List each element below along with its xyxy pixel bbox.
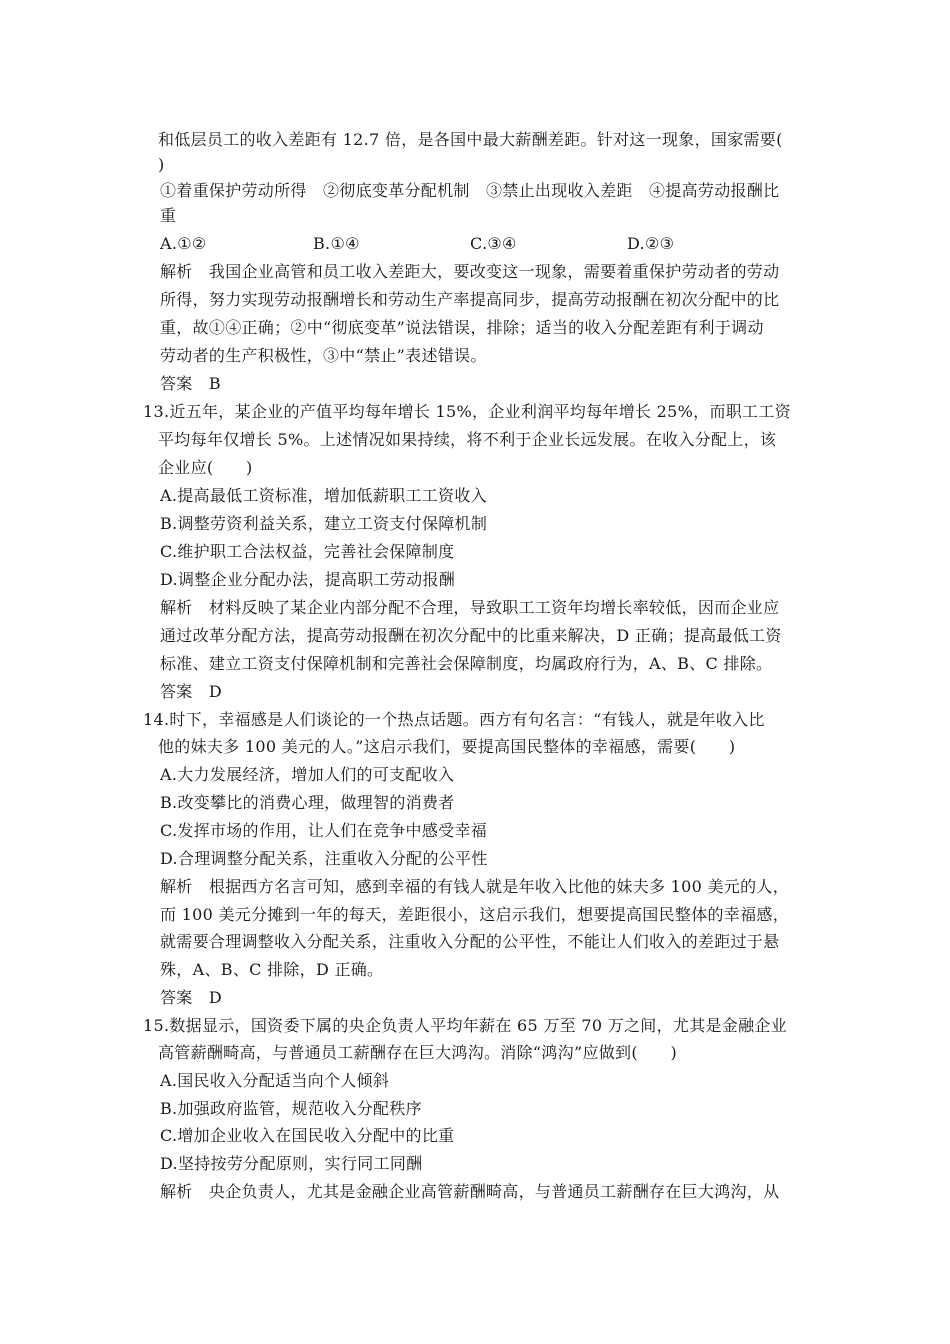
question-13-analysis-line-3: 标准、建立工资支付保障机制和完善社会保障制度，均属政府行为，A、B、C 排除。 <box>160 654 773 673</box>
question-13-stem-line-1: 13.近五年，某企业的产值平均每年增长 15%，企业利润平均每年增长 25%，而职工工资 <box>143 402 791 421</box>
question-12-statements-line-2: 重 <box>160 206 177 225</box>
question-15-stem-line-2: 高管薪酬畸高，与普通员工薪酬存在巨大鸿沟。消除“鸿沟”应做到( ) <box>158 1043 678 1062</box>
option-d: D.②③ <box>627 234 675 253</box>
option-a: A.①② <box>160 234 207 253</box>
option-c: C.③④ <box>470 234 517 253</box>
question-13-option-c: C.维护职工合法权益，完善社会保障制度 <box>160 542 455 561</box>
question-15-option-d: D.坚持按劳分配原则，实行同工同酬 <box>160 1154 423 1173</box>
question-12-stem-line-1: 和低层员工的收入差距有 12.7 倍，是各国中最大薪酬差距。针对这一现象，国家需要( <box>158 130 783 149</box>
question-13-option-d: D.调整企业分配办法，提高职工劳动报酬 <box>160 570 456 589</box>
question-12-options <box>160 234 760 254</box>
question-12-statements-line-1: ①着重保护劳动所得 ②彻底变革分配机制 ③禁止出现收入差距 ④提高劳动报酬比 <box>160 181 780 200</box>
question-14-analysis-line-4: 殊，A、B、C 排除，D 正确。 <box>160 960 384 979</box>
question-13-stem-line-2: 平均每年仅增长 5%。上述情况如果持续，将不利于企业长远发展。在收入分配上，该 <box>158 430 777 449</box>
question-15-stem-line-1: 15.数据显示，国资委下属的央企负责人平均年薪在 65 万至 70 万之间，尤其是金融企业 <box>143 1016 788 1035</box>
question-14-stem-line-2: 他的妹夫多 100 美元的人。”这启示我们，要提高国民整体的幸福感，需要( ) <box>158 737 736 756</box>
question-14-option-a: A.大力发展经济，增加人们的可支配收入 <box>160 765 455 784</box>
question-14-stem-line-1: 14.时下，幸福感是人们谈论的一个热点话题。西方有句名言：“有钱人，就是年收入比 <box>143 710 765 729</box>
question-12-stem-line-2: ) <box>158 155 165 174</box>
question-14-analysis-line-1: 解析 根据西方名言可知，感到幸福的有钱人就是年收入比他的妹夫多 100 美元的人， <box>160 877 790 896</box>
question-13-analysis-line-2: 通过改革分配方法，提高劳动报酬在初次分配中的比重来解决，D 正确；提高最低工资 <box>160 626 782 645</box>
question-12-analysis-line-3: 重，故①④正确；②中“彻底变革”说法错误，排除；适当的收入分配差距有利于调动 <box>160 318 764 337</box>
question-15-option-c: C.增加企业收入在国民收入分配中的比重 <box>160 1126 455 1145</box>
question-13-analysis-line-1: 解析 材料反映了某企业内部分配不合理，导致职工工资年均增长率较低，因而企业应 <box>160 598 780 617</box>
question-14-analysis-line-2: 而 100 美元分摊到一年的每天，差距很小，这启示我们，想要提高国民整体的幸福感， <box>160 905 790 924</box>
question-12-analysis-line-4: 劳动者的生产积极性，③中“禁止”表述错误。 <box>160 346 487 365</box>
question-13-answer: 答案 D <box>160 682 223 701</box>
question-15-option-a: A.国民收入分配适当向个人倾斜 <box>160 1071 390 1090</box>
question-13-stem-line-3: 企业应( ) <box>158 458 253 477</box>
question-13-option-b: B.调整劳资利益关系，建立工资支付保障机制 <box>160 514 488 533</box>
question-15-option-b: B.加强政府监管，规范收入分配秩序 <box>160 1099 422 1118</box>
question-14-analysis-line-3: 就需要合理调整收入分配关系，注重收入分配的公平性，不能让人们收入的差距过于悬 <box>160 932 780 951</box>
question-12-analysis-line-2: 所得，努力实现劳动报酬增长和劳动生产率提高同步，提高劳动报酬在初次分配中的比 <box>160 290 780 309</box>
question-13-option-a: A.提高最低工资标准，增加低薪职工工资收入 <box>160 486 487 505</box>
question-14-option-b: B.改变攀比的消费心理，做理智的消费者 <box>160 793 455 812</box>
question-15-analysis-line-1: 解析 央企负责人，尤其是金融企业高管薪酬畸高，与普通员工薪酬存在巨大鸿沟，从 <box>160 1182 780 1201</box>
question-14-option-c: C.发挥市场的作用，让人们在竞争中感受幸福 <box>160 821 488 840</box>
question-12-answer: 答案 B <box>160 374 221 393</box>
question-14-answer: 答案 D <box>160 988 223 1007</box>
question-12-analysis-line-1: 解析 我国企业高管和员工收入差距大，要改变这一现象，需要着重保护劳动者的劳动 <box>160 262 780 281</box>
option-b: B.①④ <box>313 234 360 253</box>
question-14-option-d: D.合理调整分配关系，注重收入分配的公平性 <box>160 849 488 868</box>
